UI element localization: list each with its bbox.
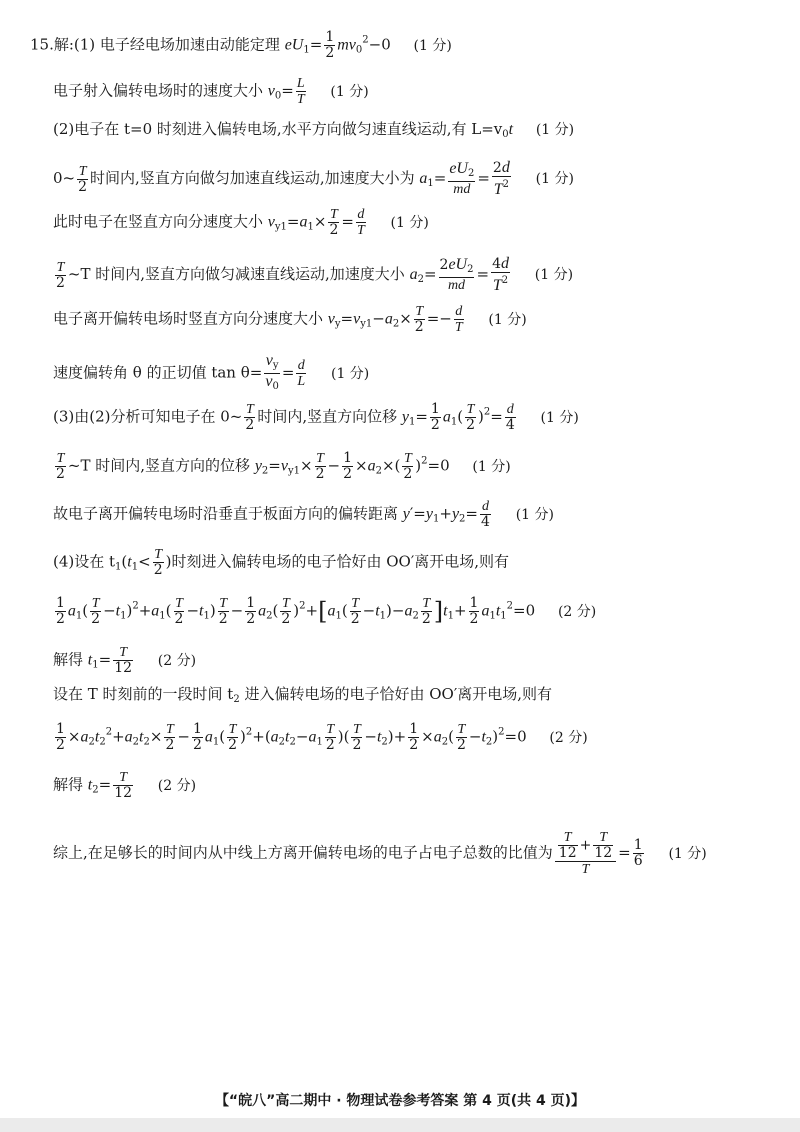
- solution-line-13: $\frac{1}{2}$ $a_1$( $\frac{T}{2}$ $-t_1)^2+a_1$( $\frac{T}{2}$ $-t_1$) $\frac{T}{2}$ − $\frac{1}{2}$ $a_2$( $\frac{T}{2}$ )$^2+[a_1$( $\frac{T}{2}$ $-t_1)-a_2$ $\frac{T}{2}$ ]$t_1+$ $\frac{1}{2}$ $a_1t_1^2=0$ (2 分): [56, 595, 597, 627]
- solution-line-2: 电子射入偏转电场时的速度大小 $v_0=$ $\frac{L}{T}$ (1 分): [53, 76, 369, 107]
- solution-line-4: 0~ $\frac{T}{2}$ 时间内,竖直方向做匀加速直线运动,加速度大小为 $a_1=$ $\frac{eU_2}{md}$ = $\frac{2d}{T^2}$ (1 分): [53, 159, 574, 198]
- solution-line-16: $\frac{1}{2}$ $\times a_2t_2^2+a_2t_2\times$ $\frac{T}{2}$ − $\frac{1}{2}$ $a_1$( $\frac{T}{2}$ )$^2+(a_2t_2-a_1$ $\frac{T}{2}$ )( $\frac{T}{2}$ $-t_2)+$ $\frac{1}{2}$ $\times a_2$( $\frac{T}{2}$ $-t_2)^2=0$ (2 分): [56, 721, 588, 753]
- solution-line-7: 电子离开偏转电场时竖直方向分速度大小 $v_y=v_{y1}-a_2\times$ $\frac{T}{2}$ =− $\frac{d}{T}$ (1 分): [53, 304, 527, 335]
- solution-line-11: 故电子离开偏转电场时沿垂直于板面方向的偏转距离 $y'=y_1+y_2=$ $\frac{d}{4}$ (1 分): [53, 499, 554, 530]
- solution-line-6: $\frac{T}{2}$ ~T 时间内,竖直方向做匀减速直线运动,加速度大小 $a_2=$ $\frac{2eU_2}{md}$ = $\frac{4d}{T^2}$ (1 分): [56, 255, 574, 294]
- solution-line-9: (3)由(2)分析可知电子在 0~ $\frac{T}{2}$ 时间内,竖直方向位移 $y_1=$ $\frac{1}{2}$ $a_1$( $\frac{T}{2}$ )$^2$= $\frac{d}{4}$ (1 分): [53, 401, 579, 433]
- page-bottom-edge: [0, 1118, 800, 1132]
- solution-line-3: (2)电子在 t=0 时刻进入偏转电场,水平方向做匀速直线运动,有 $L=v_0t$ (1 分): [53, 120, 575, 140]
- solution-line-10: $\frac{T}{2}$ ~T 时间内,竖直方向的位移 $y_2=v_{y1}\times$ $\frac{T}{2}$ − $\frac{1}{2}$ $\times a_2\times$( $\frac{T}{2}$ )$^2$=0 (1 分): [56, 450, 511, 482]
- solution-line-5: 此时电子在竖直方向分速度大小 $v_{y1}=a_1\times$ $\frac{T}{2}$ = $\frac{d}{T}$ (1 分): [53, 207, 429, 238]
- solution-line-1: 15.解:(1) 电子经电场加速由动能定理 $eU_1=$ $\frac{1}{2}$ $mv_0^2-0$ (1 分): [30, 29, 452, 61]
- solution-line-8: 速度偏转角 θ 的正切值 tan θ= $\frac{v_y}{v_0}$ = $\frac{d}{L}$ (1 分): [53, 352, 370, 392]
- solution-line-18: 综上,在足够长的时间内从中线上方离开偏转电场的电子占电子总数的比值为 $\frac{T}{12}$ + $\frac{T}{12}$ T = $\frac{1}{6}$ (1 分): [53, 830, 707, 877]
- solution-line-14: 解得 $t_1=$ $\frac{T}{12}$ (2 分): [53, 645, 197, 676]
- question-number: 15.: [30, 35, 54, 54]
- solution-line-15: 设在 T 时刻前的一段时间 $t_2$ 进入偏转电场的电子恰好由 OO′离开电场,则有: [53, 685, 553, 705]
- solution-line-17: 解得 $t_2=$ $\frac{T}{12}$ (2 分): [53, 770, 197, 801]
- solution-line-12: (4)设在 $t_1(t_1<$ $\frac{T}{2}$ )时刻进入偏转电场的电子恰好由 OO′离开电场,则有: [53, 547, 510, 578]
- page-footer: 【“皖八”高二期中 · 物理试卷参考答案 第 4 页(共 4 页)】: [214, 1093, 586, 1109]
